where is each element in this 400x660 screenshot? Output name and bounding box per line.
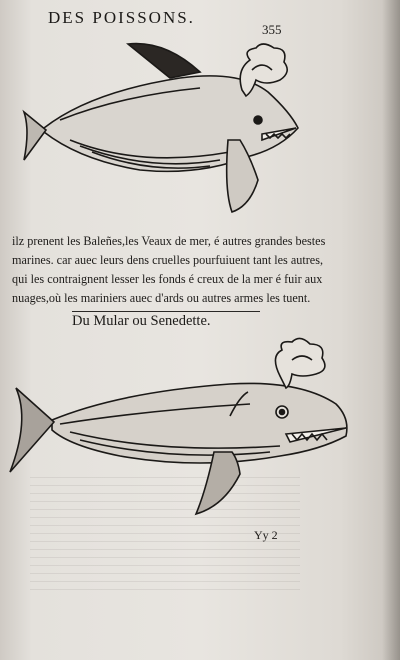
body-paragraph <box>12 232 326 308</box>
body-line: ilz prenent les Baleñes,les Veaux de mer, é autres grandes bestes <box>12 234 326 248</box>
bottom-whale-woodcut <box>10 338 347 514</box>
page-number: 355 <box>262 22 282 37</box>
running-head: DES POISSONS. <box>48 8 195 27</box>
signature-mark: Yy 2 <box>254 528 278 542</box>
top-whale-woodcut <box>24 44 298 212</box>
body-line: qui les contraignent lesser les fonds é creux de la mer é fuir aux <box>12 272 323 286</box>
body-line: marines. car auec leurs dens cruelles pourfuiuent tant les autres, <box>12 253 323 267</box>
section-heading: Du Mular ou Senedette. <box>72 313 211 329</box>
body-line: nuages,où les mariniers auec d'ards ou autres armes les tuent. <box>12 291 311 305</box>
section-rule <box>72 311 260 312</box>
